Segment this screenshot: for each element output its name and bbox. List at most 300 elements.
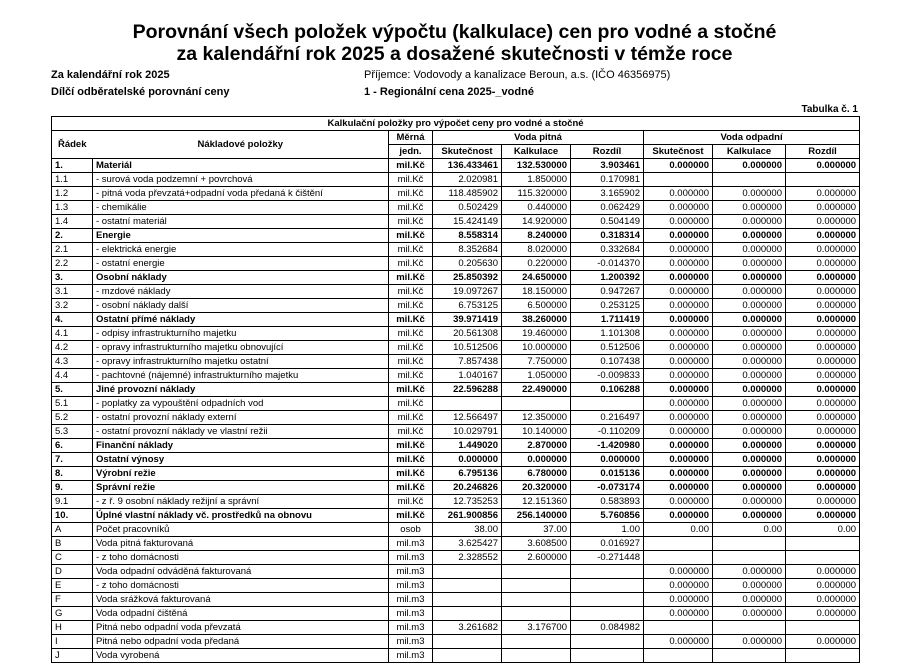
row-name: - ostatní provozní náklady ve vlastní režii [93,425,389,439]
water-actual: 22.596288 [433,383,502,397]
waste-diff: 0.000000 [786,341,860,355]
row-name: Voda pitná fakturovaná [93,537,389,551]
row-name: - opravy infrastrukturního majetku obnovující [93,341,389,355]
header-unit-line1: Měrná [389,131,433,145]
table-row [52,173,860,187]
row-id: 7. [52,453,93,467]
water-actual: 15.424149 [433,215,502,229]
table-row [52,397,860,411]
water-diff [571,397,644,411]
waste-actual: 0.000000 [644,635,713,649]
row-id: 3.1 [52,285,93,299]
water-calc: 6.500000 [502,299,571,313]
waste-calc: 0.000000 [713,271,786,285]
header-water-calc: Kalkulace [502,145,571,159]
waste-diff: 0.000000 [786,369,860,383]
waste-calc: 0.000000 [713,481,786,495]
row-unit: mil.Kč [389,369,433,383]
row-name: - odpisy infrastrukturního majetku [93,327,389,341]
row-id: D [52,565,93,579]
table-row [52,411,860,425]
waste-calc: 0.000000 [713,579,786,593]
waste-diff [786,537,860,551]
waste-diff: 0.000000 [786,439,860,453]
waste-diff: 0.000000 [786,243,860,257]
row-name: Voda odpadní odváděná fakturovaná [93,565,389,579]
water-calc: 37.00 [502,523,571,537]
waste-diff: 0.000000 [786,383,860,397]
table-row [52,369,860,383]
water-actual [433,579,502,593]
waste-actual: 0.000000 [644,243,713,257]
water-diff: 0.216497 [571,411,644,425]
subtitle-label: Dílčí odběratelské porovnání ceny [51,86,230,98]
waste-calc: 0.000000 [713,369,786,383]
waste-diff: 0.000000 [786,593,860,607]
row-unit: mil.Kč [389,355,433,369]
water-diff: 0.015136 [571,467,644,481]
waste-actual: 0.000000 [644,579,713,593]
waste-actual: 0.000000 [644,327,713,341]
waste-actual: 0.000000 [644,201,713,215]
waste-calc [713,621,786,635]
row-id: I [52,635,93,649]
water-actual: 0.205630 [433,257,502,271]
price-label: 1 - Regionální cena 2025-_vodné [364,86,534,98]
water-diff [571,593,644,607]
waste-diff: 0.00 [786,523,860,537]
water-diff: -0.014370 [571,257,644,271]
water-diff [571,607,644,621]
waste-actual: 0.000000 [644,397,713,411]
row-unit: mil.m3 [389,635,433,649]
waste-calc: 0.000000 [713,383,786,397]
water-actual: 7.857438 [433,355,502,369]
row-unit: mil.Kč [389,383,433,397]
water-calc: 2.600000 [502,551,571,565]
water-actual: 136.433461 [433,159,502,173]
row-unit: mil.Kč [389,159,433,173]
header-row: Řádek [52,131,93,159]
table-row [52,635,860,649]
waste-actual: 0.000000 [644,271,713,285]
row-unit: mil.Kč [389,257,433,271]
row-name: - opravy infrastrukturního majetku ostatní [93,355,389,369]
water-actual: 2.328552 [433,551,502,565]
water-diff: 1.101308 [571,327,644,341]
table-row [52,607,860,621]
table-row [52,551,860,565]
row-unit: mil.m3 [389,649,433,663]
waste-diff: 0.000000 [786,159,860,173]
waste-actual: 0.000000 [644,285,713,299]
table-row [52,425,860,439]
waste-actual: 0.000000 [644,313,713,327]
water-actual: 1.449020 [433,439,502,453]
row-id: 6. [52,439,93,453]
waste-diff: 0.000000 [786,327,860,341]
table-row [52,285,860,299]
row-unit: mil.Kč [389,411,433,425]
row-name: Pitná nebo odpadní voda převzatá [93,621,389,635]
table-row [52,327,860,341]
row-unit: mil.m3 [389,565,433,579]
water-actual: 6.753125 [433,299,502,313]
header-unit-line2: jedn. [389,145,433,159]
waste-calc: 0.000000 [713,355,786,369]
waste-diff: 0.000000 [786,607,860,621]
water-diff: 0.062429 [571,201,644,215]
row-name: - elektrická energie [93,243,389,257]
waste-actual [644,537,713,551]
row-unit: mil.Kč [389,327,433,341]
waste-diff: 0.000000 [786,397,860,411]
waste-actual: 0.000000 [644,481,713,495]
row-name: - z ř. 9 osobní náklady režijní a správní [93,495,389,509]
waste-actual: 0.000000 [644,425,713,439]
waste-diff: 0.000000 [786,509,860,523]
table-row [52,187,860,201]
waste-calc: 0.000000 [713,565,786,579]
header-water: Voda pitná [433,131,644,145]
table-row [52,383,860,397]
waste-actual: 0.000000 [644,341,713,355]
table-row [52,453,860,467]
table-row [52,565,860,579]
waste-diff [786,621,860,635]
waste-actual: 0.000000 [644,215,713,229]
waste-actual: 0.000000 [644,593,713,607]
waste-diff: 0.000000 [786,299,860,313]
row-id: 10. [52,509,93,523]
row-name: Materiál [93,159,389,173]
waste-calc: 0.000000 [713,593,786,607]
water-diff: 0.170981 [571,173,644,187]
row-id: 3.2 [52,299,93,313]
water-actual: 3.261682 [433,621,502,635]
water-diff: 1.200392 [571,271,644,285]
row-unit: mil.Kč [389,243,433,257]
row-id: G [52,607,93,621]
row-id: 1.2 [52,187,93,201]
table-row [52,495,860,509]
row-name: - osobní náklady další [93,299,389,313]
waste-calc: 0.000000 [713,299,786,313]
table-row [52,579,860,593]
waste-calc [713,537,786,551]
row-unit: mil.Kč [389,425,433,439]
water-diff: 0.947267 [571,285,644,299]
row-id: 1.3 [52,201,93,215]
water-calc [502,649,571,663]
waste-calc: 0.000000 [713,285,786,299]
water-diff: 0.106288 [571,383,644,397]
row-id: 4.1 [52,327,93,341]
water-actual [433,607,502,621]
waste-calc: 0.000000 [713,425,786,439]
waste-actual: 0.000000 [644,607,713,621]
water-calc: 256.140000 [502,509,571,523]
water-diff: -1.420980 [571,439,644,453]
header-water-diff: Rozdíl [571,145,644,159]
water-calc: 22.490000 [502,383,571,397]
waste-diff: 0.000000 [786,257,860,271]
waste-calc [713,649,786,663]
row-id: 5.2 [52,411,93,425]
water-calc: 2.870000 [502,439,571,453]
row-unit: mil.Kč [389,173,433,187]
table-row [52,649,860,663]
water-diff: 0.512506 [571,341,644,355]
water-actual: 39.971419 [433,313,502,327]
table-caption: Kalkulační položky pro výpočet ceny pro vodné a stočné [52,117,860,131]
row-id: 1.1 [52,173,93,187]
row-id: H [52,621,93,635]
table-row [52,201,860,215]
waste-diff: 0.000000 [786,425,860,439]
row-id: J [52,649,93,663]
water-calc: 3.176700 [502,621,571,635]
waste-diff: 0.000000 [786,201,860,215]
header-water-actual: Skutečnost [433,145,502,159]
table-row [52,439,860,453]
water-calc: 0.440000 [502,201,571,215]
waste-calc: 0.000000 [713,257,786,271]
row-id: 4. [52,313,93,327]
row-unit: mil.Kč [389,201,433,215]
waste-actual: 0.000000 [644,453,713,467]
row-unit: mil.Kč [389,341,433,355]
waste-calc: 0.000000 [713,243,786,257]
year-label: Za kalendářní rok 2025 [51,69,170,81]
water-actual: 1.040167 [433,369,502,383]
row-id: 4.4 [52,369,93,383]
row-id: 8. [52,467,93,481]
document-title-line2: za kalendářní rok 2025 a dosažené skutečnosti v témže roce [176,43,733,65]
water-diff: -0.271448 [571,551,644,565]
waste-diff: 0.000000 [786,285,860,299]
row-unit: mil.m3 [389,551,433,565]
row-name: Osobní náklady [93,271,389,285]
table-number: Tabulka č. 1 [801,104,858,115]
water-diff: -0.009833 [571,369,644,383]
water-diff: 1.00 [571,523,644,537]
row-name: - chemikálie [93,201,389,215]
row-unit: mil.m3 [389,593,433,607]
water-calc: 7.750000 [502,355,571,369]
water-calc: 1.850000 [502,173,571,187]
row-name: - z toho domácnosti [93,579,389,593]
row-unit: mil.Kč [389,215,433,229]
row-id: 1.4 [52,215,93,229]
table-row [52,341,860,355]
table-row [52,313,860,327]
waste-actual: 0.000000 [644,369,713,383]
row-id: C [52,551,93,565]
row-id: 2.1 [52,243,93,257]
row-name: Počet pracovníků [93,523,389,537]
waste-diff: 0.000000 [786,467,860,481]
water-diff: 0.000000 [571,453,644,467]
water-actual: 20.246826 [433,481,502,495]
waste-calc: 0.000000 [713,313,786,327]
row-name: Voda odpadní čištěná [93,607,389,621]
waste-actual: 0.00 [644,523,713,537]
waste-calc: 0.000000 [713,509,786,523]
water-actual: 10.029791 [433,425,502,439]
water-actual [433,635,502,649]
row-name: - pitná voda převzatá+odpadní voda předaná k čištění [93,187,389,201]
water-calc: 0.220000 [502,257,571,271]
water-diff [571,579,644,593]
row-name: Pitná nebo odpadní voda předaná [93,635,389,649]
waste-actual [644,173,713,187]
row-name: Úplné vlastní náklady vč. prostředků na obnovu [93,509,389,523]
row-name: Jiné provozní náklady [93,383,389,397]
row-name: - pachtovné (nájemné) infrastrukturního majetku [93,369,389,383]
table-row [52,537,860,551]
water-actual: 38.00 [433,523,502,537]
row-id: 9. [52,481,93,495]
waste-actual: 0.000000 [644,257,713,271]
water-diff: 1.711419 [571,313,644,327]
waste-actual: 0.000000 [644,299,713,313]
water-calc [502,607,571,621]
row-name: Ostatní výnosy [93,453,389,467]
water-diff: 0.016927 [571,537,644,551]
water-calc: 115.320000 [502,187,571,201]
row-id: 3. [52,271,93,285]
water-actual: 19.097267 [433,285,502,299]
water-calc: 8.240000 [502,229,571,243]
document-title-line1: Porovnání všech položek výpočtu (kalkulace) cen pro vodné a stočné [132,21,777,43]
waste-calc: 0.000000 [713,607,786,621]
waste-diff: 0.000000 [786,187,860,201]
waste-actual: 0.000000 [644,383,713,397]
waste-calc: 0.000000 [713,159,786,173]
waste-diff [786,649,860,663]
water-diff: 0.318314 [571,229,644,243]
water-diff: 5.760856 [571,509,644,523]
waste-diff: 0.000000 [786,215,860,229]
row-unit: mil.Kč [389,509,433,523]
waste-diff [786,551,860,565]
water-calc: 12.350000 [502,411,571,425]
waste-calc: 0.000000 [713,341,786,355]
waste-actual [644,551,713,565]
waste-calc: 0.000000 [713,201,786,215]
row-id: 4.3 [52,355,93,369]
row-id: 4.2 [52,341,93,355]
row-id: 1. [52,159,93,173]
row-name: - ostatní energie [93,257,389,271]
waste-diff: 0.000000 [786,565,860,579]
row-unit: mil.Kč [389,495,433,509]
waste-calc: 0.000000 [713,495,786,509]
table-row [52,621,860,635]
row-unit: mil.m3 [389,537,433,551]
table-row [52,355,860,369]
water-calc: 14.920000 [502,215,571,229]
waste-calc: 0.000000 [713,411,786,425]
water-actual: 20.561308 [433,327,502,341]
water-actual: 118.485902 [433,187,502,201]
row-unit: mil.Kč [389,453,433,467]
water-diff: 3.165902 [571,187,644,201]
row-id: 2.2 [52,257,93,271]
row-unit: mil.Kč [389,187,433,201]
table-row [52,593,860,607]
waste-calc: 0.00 [713,523,786,537]
water-calc: 10.000000 [502,341,571,355]
water-calc [502,579,571,593]
waste-diff: 0.000000 [786,495,860,509]
row-id: 5.3 [52,425,93,439]
row-id: A [52,523,93,537]
row-unit: mil.Kč [389,467,433,481]
table-row [52,271,860,285]
row-unit: mil.Kč [389,397,433,411]
row-name: Finanční náklady [93,439,389,453]
row-unit: mil.Kč [389,313,433,327]
calculation-table [51,116,860,663]
water-calc: 10.140000 [502,425,571,439]
waste-actual: 0.000000 [644,229,713,243]
waste-calc: 0.000000 [713,635,786,649]
waste-diff: 0.000000 [786,313,860,327]
row-unit: mil.Kč [389,271,433,285]
water-actual: 8.352684 [433,243,502,257]
header-item: Nákladové položky [93,131,389,159]
table-row [52,509,860,523]
water-actual: 8.558314 [433,229,502,243]
waste-actual [644,621,713,635]
waste-diff: 0.000000 [786,355,860,369]
row-id: 9.1 [52,495,93,509]
row-id: E [52,579,93,593]
table-row [52,523,860,537]
row-name: Výrobní režie [93,467,389,481]
row-id: B [52,537,93,551]
table-row [52,481,860,495]
waste-calc: 0.000000 [713,453,786,467]
water-calc: 12.151360 [502,495,571,509]
water-actual: 25.850392 [433,271,502,285]
row-unit: mil.Kč [389,285,433,299]
row-unit: mil.Kč [389,439,433,453]
water-calc: 3.608500 [502,537,571,551]
water-calc: 18.150000 [502,285,571,299]
header-waste: Voda odpadní [644,131,860,145]
water-actual: 0.502429 [433,201,502,215]
waste-actual: 0.000000 [644,509,713,523]
water-calc: 0.000000 [502,453,571,467]
water-calc: 1.050000 [502,369,571,383]
table-row [52,159,860,173]
water-actual [433,649,502,663]
row-unit: mil.Kč [389,481,433,495]
waste-diff: 0.000000 [786,579,860,593]
waste-actual: 0.000000 [644,411,713,425]
waste-calc [713,173,786,187]
water-actual: 12.735253 [433,495,502,509]
water-diff: 3.903461 [571,159,644,173]
water-diff: 0.332684 [571,243,644,257]
water-diff [571,565,644,579]
water-diff: 0.084982 [571,621,644,635]
row-unit: osob [389,523,433,537]
row-id: 5. [52,383,93,397]
